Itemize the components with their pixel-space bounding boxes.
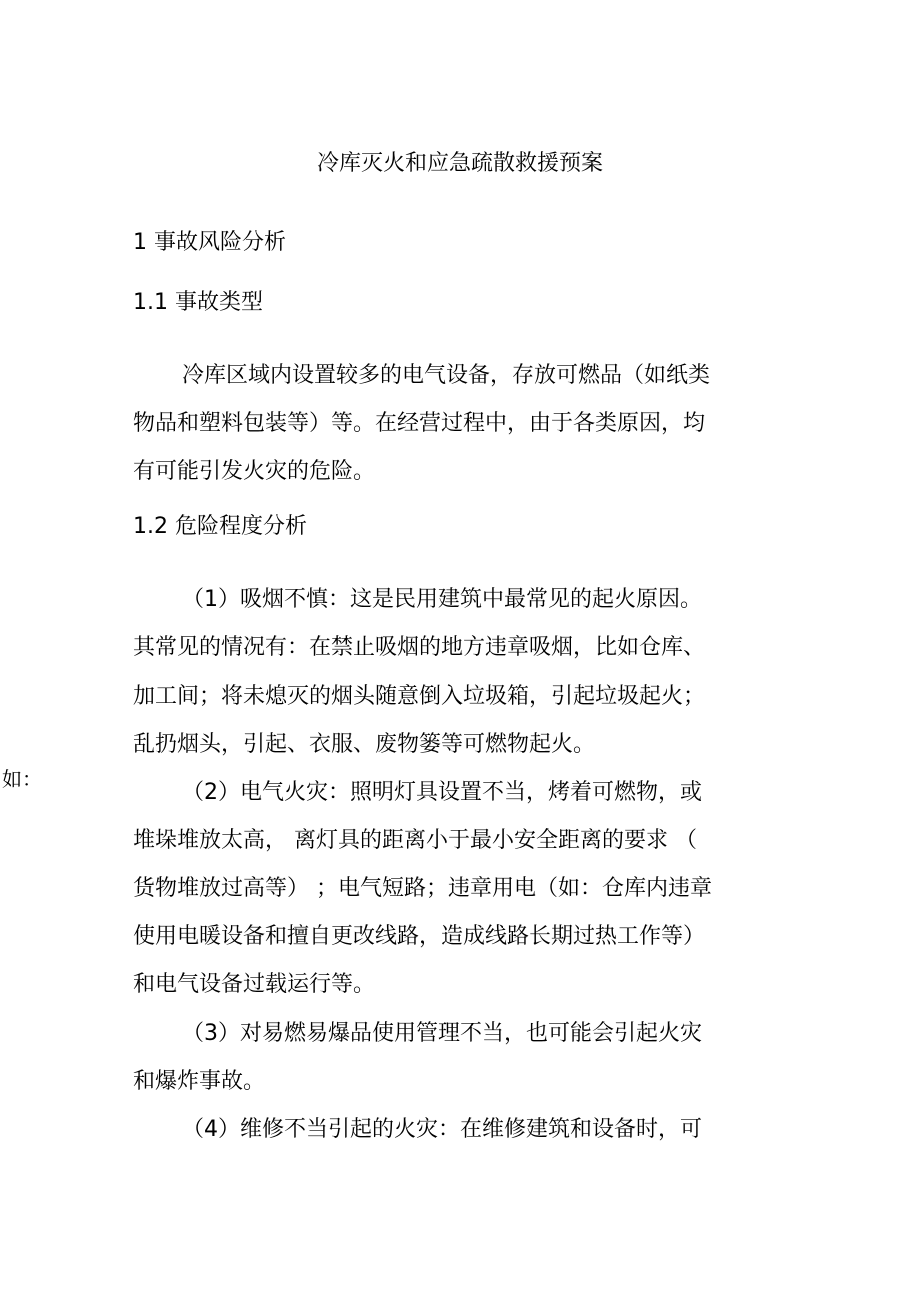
paragraph-line: 冷库区域内设置较多的电气设备，存放可燃品（如纸类	[182, 363, 711, 388]
item-1-line: 乱扔烟头，引起、衣服、废物篓等可燃物起火。	[133, 732, 596, 757]
item-2-line: 堆垛堆放太高， 离灯具的距离小于最小安全距离的要求 （	[133, 828, 697, 853]
item-3-line: （3）对易燃易爆品使用管理不当，也可能会引起火灾	[182, 1021, 702, 1046]
item-4-line: （4）维修不当引起的火灾：在维修建筑和设备时，可	[182, 1117, 702, 1142]
paragraph-line: 有可能引发火灾的危险。	[133, 459, 376, 484]
item-2-line: 和电气设备过载运行等。	[133, 972, 376, 997]
item-3-line: 和爆炸事故。	[133, 1069, 266, 1094]
item-1-line: 其常见的情况有：在禁止吸烟的地方违章吸烟，比如仓库、	[133, 635, 706, 660]
item-1-line: （1）吸烟不慎：这是民用建筑中最常见的起火原因。	[182, 587, 702, 612]
item-2-line: 使用电暖设备和擅自更改线路，造成线路长期过热工作等）	[133, 924, 706, 949]
paragraph-line: 物品和塑料包装等）等。在经营过程中，由于各类原因，均	[133, 411, 706, 436]
section-1-1-heading: 1.1 事故类型	[133, 290, 263, 315]
section-1-heading: 1 事故风险分析	[133, 230, 286, 255]
margin-note: 如：	[2, 767, 42, 791]
section-1-2-heading: 1.2 危险程度分析	[133, 514, 307, 539]
document-title: 冷库灭火和应急疏散救援预案	[316, 151, 603, 176]
item-2-line: （2）电气火灾：照明灯具设置不当，烤着可燃物，或	[182, 780, 702, 805]
item-1-line: 加工间；将未熄灭的烟头随意倒入垃圾箱，引起垃圾起火；	[133, 684, 706, 709]
item-2-line: 货物堆放过高等） ；电气短路；违章用电（如：仓库内违章	[133, 876, 712, 901]
